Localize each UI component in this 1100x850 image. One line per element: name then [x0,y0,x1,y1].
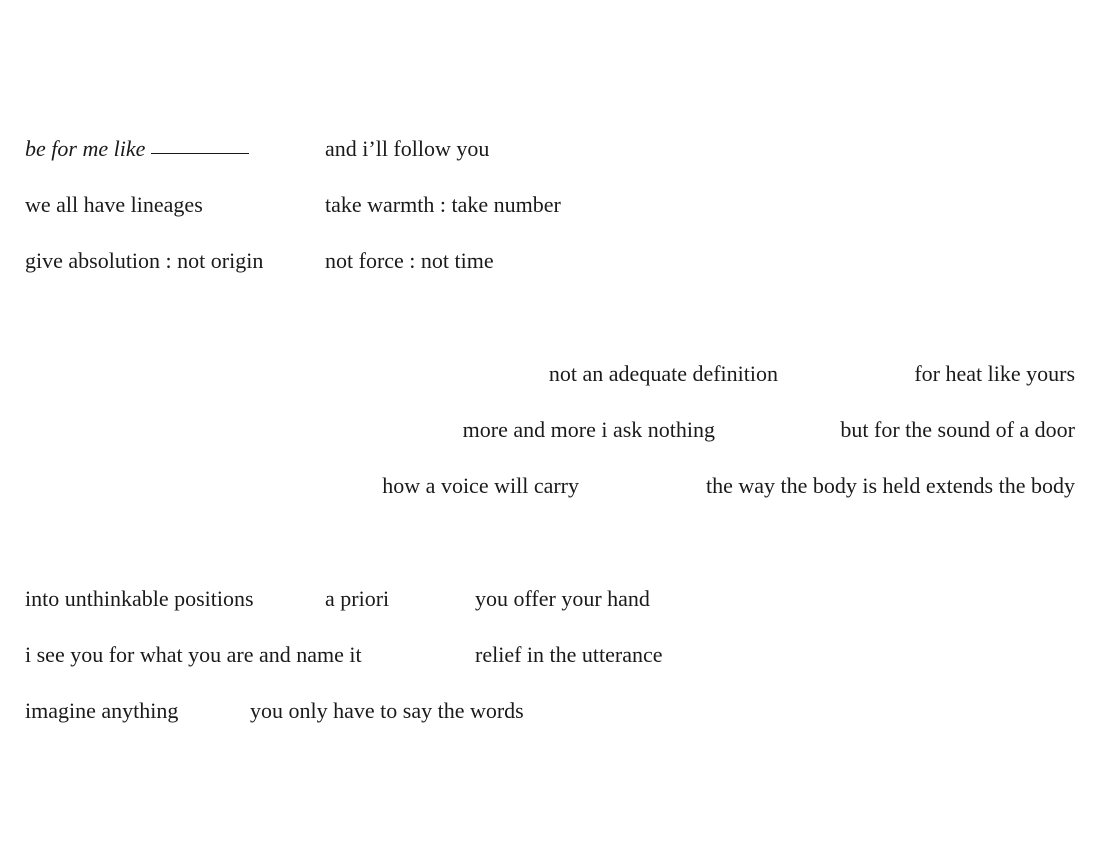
stanza1-line1-left [25,136,249,162]
stanza3-line3-right: you only have to say the words [250,698,524,723]
stanza3-line1-right: you offer your hand [475,586,650,611]
stanza3-line2-left: i see you for what you are and name it [25,642,362,667]
stanza3-line1-middle: a priori [325,586,390,611]
stanza1-line3-left: give absolution : not origin [25,248,264,273]
stanza1-line2-left: we all have lineages [25,192,203,217]
stanza2-line3-left: how a voice will carry [382,473,579,498]
stanza1-line3-right: not force : not time [325,248,494,273]
stanza1-line2-right: take warmth : take number [325,192,561,217]
fill-in-blank-line [151,153,249,154]
stanza2-line1-right: for heat like yours [914,361,1075,386]
stanza3-line2-right: relief in the utterance [475,642,663,667]
stanza2-line1-left: not an adequate definition [548,361,778,386]
stanza1-line1-italic-text: be for me like [25,136,146,161]
stanza2-line3-right: the way the body is held extends the body [705,473,1075,498]
stanza2-line2-right: but for the sound of a door [840,417,1075,442]
stanza1-line1-right: and i’ll follow you [325,136,490,161]
stanza3-line3-left: imagine anything [25,698,179,723]
stanza2-line2-left: more and more i ask nothing [462,417,715,442]
stanza3-line1-left: into unthinkable positions [25,586,254,611]
